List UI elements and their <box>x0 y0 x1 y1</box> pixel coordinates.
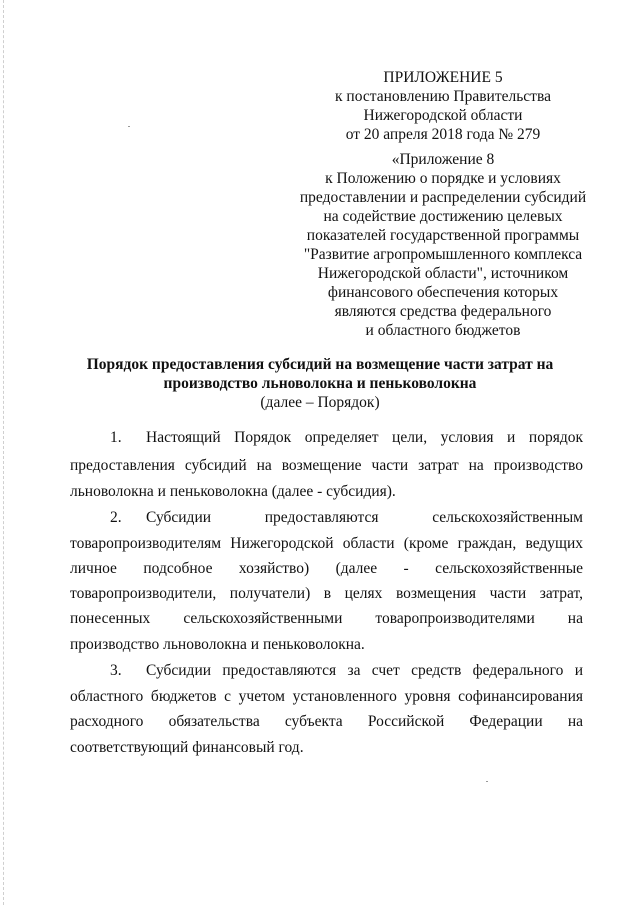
paragraph-line: соответствующий финансовый год. <box>70 739 304 756</box>
paragraph-number: 2. <box>110 509 122 526</box>
annex-line: предоставлении и распределении субсидий <box>299 189 587 206</box>
scan-speck <box>128 126 130 127</box>
annex-line: и областного бюджетов <box>365 322 521 339</box>
paragraph-3-first-line <box>110 661 583 681</box>
paragraph-number: 3. <box>110 662 122 679</box>
annex-line: к Положению о порядке и условиях <box>325 170 561 187</box>
paragraph-line: товаропроизводители, получатели) в целях возмещения части затрат, <box>70 585 583 602</box>
annex-line: "Развитие агропромышленного комплекса <box>303 246 583 263</box>
scan-speck <box>486 781 488 782</box>
annex-header <box>270 150 616 340</box>
annex-line: показателей государственной программы <box>306 227 580 244</box>
title-subtitle: (далее – Порядок) <box>260 394 380 411</box>
paragraph-line: понесенных сельскохозяйственными товаропроизводителями на <box>70 610 583 627</box>
paragraph-line: предоставления субсидий на возмещение части затрат на производство <box>70 457 583 474</box>
paragraph-line: товаропроизводителям Нижегородской области (кроме граждан, ведущих <box>70 535 583 552</box>
annex-line: являются средства федерального <box>334 303 552 320</box>
paragraph-text: Субсидии предоставляются сельскохозяйственным <box>146 509 583 526</box>
approval-header <box>270 68 616 144</box>
annex-line: на содействие достижению целевых <box>323 208 563 225</box>
annex-line: финансового обеспечения которых <box>327 284 559 301</box>
paragraph-number: 1. <box>110 429 122 446</box>
approval-line: к постановлению Правительства <box>335 88 551 105</box>
approval-date: от 20 апреля 2018 года № 279 <box>345 126 541 143</box>
paragraph-line: областного бюджетов с учетом установленного уровня софинансирования <box>70 688 583 705</box>
approval-line: Нижегородской области <box>363 107 523 124</box>
paragraph-line: личное подсобное хозяйство) (далее - сельскохозяйственные <box>70 560 583 577</box>
paragraph-line: льноволокна и пеньковолокна (далее - субсидия). <box>70 483 396 500</box>
title-line: Порядок предоставления субсидий на возмещение части затрат на <box>86 356 554 373</box>
paragraph-line: расходного обязательства субъекта Российской Федерации на <box>70 713 583 730</box>
paragraph-1-first-line <box>110 428 583 448</box>
paragraph-text: Субсидии предоставляются за счет средств федерального и <box>146 662 583 679</box>
annex-heading: «Приложение 8 <box>391 151 495 168</box>
paragraph-text: Настоящий Порядок определяет цели, условия и порядок <box>146 429 583 446</box>
approval-heading: ПРИЛОЖЕНИЕ 5 <box>383 69 503 86</box>
document-title <box>60 355 580 412</box>
scan-edge <box>3 0 4 905</box>
annex-line: Нижегородской области", источником <box>317 265 569 282</box>
paragraph-line: производство льноволокна и пеньковолокна. <box>70 636 365 653</box>
title-line: производство льноволокна и пеньковолокна <box>163 375 477 392</box>
paragraph-2-first-line <box>110 508 583 528</box>
